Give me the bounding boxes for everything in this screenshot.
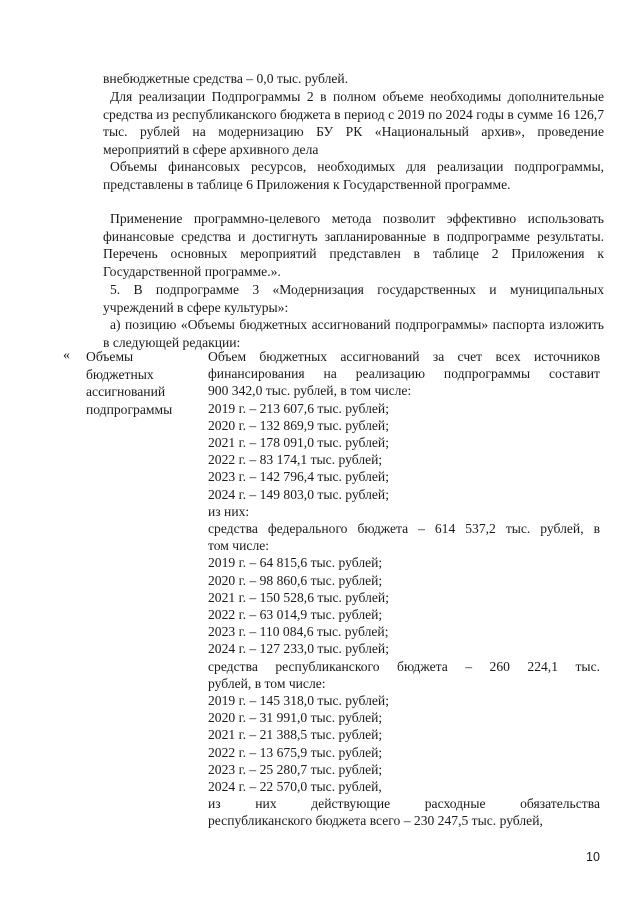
value-line: 2021 г. – 178 091,0 тыс. рублей; xyxy=(208,435,389,451)
paragraph-financial-resources: Объемы финансовых ресурсов, необходимых для реализации подпрограммы, представлены в таблице 6 Приложения к Государственной программе. xyxy=(103,159,604,192)
value-line: 2024 г. – 127 233,0 тыс. рублей; xyxy=(208,641,389,657)
value-line: 2021 г. – 150 528,6 тыс. рублей; xyxy=(208,589,389,605)
paragraph-subprogram2-funding: Для реализации Подпрограммы 2 в полном объеме необходимы дополнительные средства из республиканского бюджета в период с 2019 по 2024 годы в сумме 16 126,7 тыс. рублей на модернизацию БУ РК «Национальный архив», проведение мероприятий в сфере архивного дела xyxy=(103,89,604,157)
value-line: рублей, в том числе: xyxy=(208,675,326,691)
value-line: 2020 г. – 31 991,0 тыс. рублей; xyxy=(208,710,383,726)
table-label-line: ассигнований xyxy=(86,384,166,400)
table-label-line: бюджетных xyxy=(86,366,154,382)
table-label-line: подпрограммы xyxy=(86,401,173,417)
paragraph-program-method: Применение программно-целевого метода позволит эффективно использовать финансовые средства и достигнуть запланированные в подпрограмме результаты. Перечень основных мероприятий представлен в таблице 2 Приложения к Государственной программе.». xyxy=(103,211,604,279)
value-line: Объем бюджетных ассигнований за счет всех источников xyxy=(208,349,600,364)
value-line: 2022 г. – 83 174,1 тыс. рублей; xyxy=(208,452,383,468)
value-line: 2019 г. – 213 607,6 тыс. рублей; xyxy=(208,400,389,416)
value-line: 900 342,0 тыс. рублей, в том числе: xyxy=(208,383,412,399)
value-line: средства федерального бюджета – 614 537,2 тыс. рублей, в xyxy=(208,521,600,537)
paragraph-subprogram3: 5. В подпрограмме 3 «Модернизация государственных и муниципальных учреждений в сфере культуры»: xyxy=(103,282,604,315)
value-line: 2024 г. – 149 803,0 тыс. рублей; xyxy=(208,486,389,502)
value-line: средства республиканского бюджета – 260 224,1 тыс. xyxy=(208,658,600,674)
value-line: 2023 г. – 142 796,4 тыс. рублей; xyxy=(208,469,389,485)
value-line: республиканского бюджета всего – 230 247,5 тыс. рублей, xyxy=(208,813,543,829)
value-line: 2019 г. – 64 815,6 тыс. рублей; xyxy=(208,555,383,571)
value-line: из них действующие расходные обязательства xyxy=(208,796,600,812)
value-line: том числе: xyxy=(208,538,270,554)
value-line: 2024 г. – 22 570,0 тыс. рублей, xyxy=(208,779,382,795)
opening-quote-mark: « xyxy=(63,348,70,363)
table-label-cell xyxy=(86,348,196,418)
paragraph-extrabudget: внебюджетные средства – 0,0 тыс. рублей. xyxy=(103,71,349,86)
value-line: 2023 г. – 25 280,7 тыс. рублей; xyxy=(208,761,383,777)
value-line: из них: xyxy=(208,503,250,519)
value-line: финансирования на реализацию подпрограммы составит xyxy=(208,366,600,382)
value-line: 2020 г. – 132 869,9 тыс. рублей; xyxy=(208,417,389,433)
value-line: 2023 г. – 110 084,6 тыс. рублей; xyxy=(208,624,389,640)
value-line: 2019 г. – 145 318,0 тыс. рублей; xyxy=(208,693,389,709)
value-line: 2020 г. – 98 860,6 тыс. рублей; xyxy=(208,572,383,588)
value-line: 2021 г. – 21 388,5 тыс. рублей; xyxy=(208,727,383,743)
paragraph-passport-position: а) позицию «Объемы бюджетных ассигнований подпрограммы» паспорта изложить в следующей редакции: xyxy=(103,317,604,350)
page-number: 10 xyxy=(586,850,600,864)
value-line: 2022 г. – 63 014,9 тыс. рублей; xyxy=(208,607,383,623)
table-label-line: Объемы xyxy=(86,349,134,364)
table-value-cell xyxy=(208,348,600,830)
value-line: 2022 г. – 13 675,9 тыс. рублей; xyxy=(208,744,383,760)
